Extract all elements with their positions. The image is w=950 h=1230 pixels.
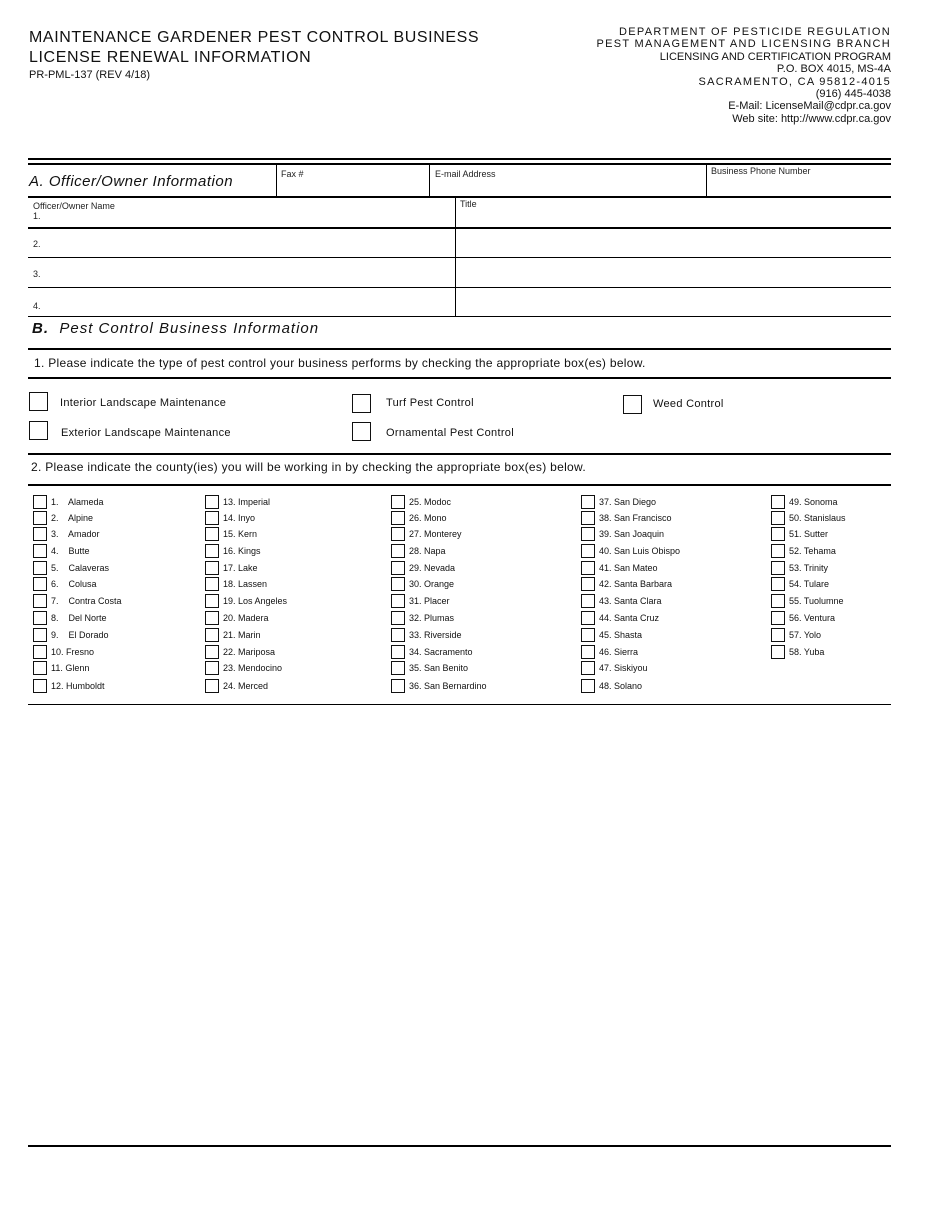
form-title-line2: LICENSE RENEWAL INFORMATION [29,49,312,66]
row-number: 1. [33,211,41,221]
county-label: 50. Stanislaus [789,513,846,523]
county-checkbox[interactable] [771,611,785,625]
county-checkbox[interactable] [391,527,405,541]
county-checkbox[interactable] [771,511,785,525]
exterior-landscape-checkbox[interactable] [29,421,48,440]
divider [28,257,891,258]
county-label: 41. San Mateo [599,563,658,573]
weed-control-checkbox[interactable] [623,395,642,414]
county-checkbox[interactable] [391,645,405,659]
county-checkbox[interactable] [581,628,595,642]
county-label: 25. Modoc [409,497,452,507]
county-label: 13. Imperial [223,497,271,507]
county-label: 47. Siskiyou [599,663,648,673]
county-checkbox[interactable] [391,577,405,591]
dept-email: E-Mail: LicenseMail@cdpr.ca.gov [728,100,891,113]
dept-website: Web site: http://www.cdpr.ca.gov [732,112,891,125]
county-checkbox[interactable] [33,544,47,558]
county-checkbox[interactable] [33,527,47,541]
county-label: 46. Sierra [599,647,639,657]
county-label: 17. Lake [223,563,258,573]
county-checkbox[interactable] [581,561,595,575]
county-label: 31. Placer [409,596,450,606]
county-checkbox[interactable] [771,561,785,575]
county-checkbox[interactable] [771,577,785,591]
county-checkbox[interactable] [581,527,595,541]
email-input[interactable] [430,180,705,195]
divider [28,287,891,288]
county-checkbox[interactable] [391,628,405,642]
county-checkbox[interactable] [771,527,785,541]
turf-pest-control-checkbox[interactable] [352,394,371,413]
county-label: 35. San Benito [409,663,469,673]
county-label: 16. Kings [223,546,261,556]
county-label: 40. San Luis Obispo [599,546,681,556]
officer-name-input-1[interactable] [44,208,452,226]
county-checkbox[interactable] [391,661,405,675]
ornamental-pest-control-label: Ornamental Pest Control [386,427,514,439]
county-checkbox[interactable] [205,495,219,509]
county-label: 15. Kern [223,529,258,539]
officer-name-input-2[interactable] [44,230,452,255]
county-label: 38. San Francisco [599,513,672,523]
officer-name-input-3[interactable] [44,260,452,285]
county-checkbox[interactable] [391,495,405,509]
county-checkbox[interactable] [581,577,595,591]
county-checkbox[interactable] [205,527,219,541]
county-label: 37. San Diego [599,497,657,507]
county-label: 45. Shasta [599,630,643,640]
email-label: E-mail Address [435,169,496,179]
county-checkbox[interactable] [581,511,595,525]
county-label: 58. Yuba [789,647,825,657]
county-label: 27. Monterey [409,529,462,539]
exterior-landscape-label: Exterior Landscape Maintenance [61,427,231,439]
county-label: 5. Calaveras [51,563,110,573]
business-phone-input[interactable] [707,178,890,195]
county-label: 56. Ventura [789,613,836,623]
form-title-line1: MAINTENANCE GARDENER PEST CONTROL BUSINESS [29,29,480,46]
county-label: 11. Glenn [51,663,90,673]
footer-rule [28,1145,891,1147]
fax-input[interactable] [277,180,428,195]
county-label: 33. Riverside [409,630,462,640]
divider [28,196,891,198]
divider [28,453,891,455]
divider [28,227,891,229]
county-label: 4. Butte [51,546,90,556]
county-checkbox[interactable] [771,628,785,642]
county-checkbox[interactable] [771,544,785,558]
county-label: 42. Santa Barbara [599,579,673,589]
county-checkbox[interactable] [205,679,219,693]
dept-line: PEST MANAGEMENT AND LICENSING BRANCH [596,38,891,51]
officer-title-input-1[interactable] [459,208,889,226]
county-label: 14. Inyo [223,513,256,523]
county-checkbox[interactable] [205,561,219,575]
section-b-title [32,320,319,337]
county-label: 51. Sutter [789,529,829,539]
county-label: 21. Marin [223,630,261,640]
business-phone-label: Business Phone Number [711,166,811,176]
divider [28,484,891,486]
divider [28,163,891,165]
county-checkbox[interactable] [33,661,47,675]
officer-name-input-4[interactable] [44,290,452,315]
section-b-title-text: Pest Control Business Information [59,320,320,337]
county-checkbox[interactable] [33,594,47,608]
county-checkbox[interactable] [391,611,405,625]
department-address-block [596,26,891,125]
officer-title-input-2[interactable] [459,230,889,255]
county-checkbox[interactable] [33,561,47,575]
section-a-title: A. Officer/Owner Information [29,173,234,190]
county-checkbox[interactable] [771,594,785,608]
county-label: 30. Orange [409,579,455,589]
county-label: 1. Alameda [51,497,104,507]
county-checkbox[interactable] [33,679,47,693]
county-checkbox[interactable] [581,594,595,608]
dept-line: P.O. BOX 4015, MS-4A [776,63,891,76]
county-label: 23. Mendocino [223,663,283,673]
county-label: 24. Merced [223,681,269,691]
county-label: 53. Trinity [789,563,829,573]
county-checkbox[interactable] [391,594,405,608]
county-label: 18. Lassen [223,579,268,589]
weed-control-label: Weed Control [653,398,724,410]
county-label: 19. Los Angeles [223,596,288,606]
county-label: 32. Plumas [409,613,455,623]
county-checkbox[interactable] [581,661,595,675]
county-checkbox[interactable] [205,611,219,625]
dept-line: SACRAMENTO, CA 95812-4015 [698,75,891,88]
county-label: 2. Alpine [51,513,94,523]
county-label: 8. Del Norte [51,613,107,623]
county-checkbox[interactable] [581,611,595,625]
county-checkbox[interactable] [771,645,785,659]
turf-pest-control-label: Turf Pest Control [386,397,474,409]
dept-line: (916) 445-4038 [815,88,891,101]
section-b-letter: B. [32,320,49,337]
question-2: 2. Please indicate the county(ies) you will be working in by checking the appropriate box(es) below. [31,460,586,474]
county-checkbox[interactable] [205,661,219,675]
county-checkbox[interactable] [33,511,47,525]
county-checkbox[interactable] [33,628,47,642]
form-number: PR-PML-137 (REV 4/18) [29,69,151,81]
county-checkbox[interactable] [391,561,405,575]
county-label: 57. Yolo [789,630,822,640]
county-checkbox[interactable] [33,577,47,591]
county-checkbox[interactable] [205,511,219,525]
officer-title-label: Title [460,199,477,209]
county-label: 12. Humboldt [51,681,105,691]
dept-line: LICENSING AND CERTIFICATION PROGRAM [659,50,891,63]
county-label: 3. Amador [51,529,100,539]
county-label: 9. El Dorado [51,630,109,640]
county-checkbox[interactable] [33,495,47,509]
dept-line: DEPARTMENT OF PESTICIDE REGULATION [619,26,891,38]
county-label: 54. Tulare [789,579,830,589]
county-checkbox[interactable] [581,679,595,693]
officer-name-label: Officer/Owner Name [33,201,115,211]
divider [28,704,891,705]
county-label: 55. Tuolumne [789,596,844,606]
county-label: 43. Santa Clara [599,596,662,606]
county-checkbox[interactable] [205,628,219,642]
divider [28,348,891,350]
county-label: 39. San Joaquin [599,529,665,539]
row-number: 4. [33,301,41,311]
county-checkbox[interactable] [205,544,219,558]
question-1: 1. Please indicate the type of pest control your business performs by checking the appropriate box(es) below. [34,356,646,370]
officer-title-input-4[interactable] [459,290,889,315]
county-checkbox[interactable] [391,544,405,558]
row-number: 3. [33,269,41,279]
officer-title-input-3[interactable] [459,260,889,285]
county-checkbox[interactable] [581,495,595,509]
county-label: 36. San Bernardino [409,681,487,691]
county-checkbox[interactable] [581,544,595,558]
county-label: 29. Nevada [409,563,456,573]
row-number: 2. [33,239,41,249]
ornamental-pest-control-checkbox[interactable] [352,422,371,441]
interior-landscape-checkbox[interactable] [29,392,48,411]
county-label: 44. Santa Cruz [599,613,660,623]
county-checkbox[interactable] [33,611,47,625]
county-label: 48. Solano [599,681,643,691]
county-label: 10. Fresno [51,647,95,657]
county-checkbox[interactable] [205,594,219,608]
county-label: 6. Colusa [51,579,97,589]
divider [28,377,891,379]
county-label: 28. Napa [409,546,446,556]
county-label: 20. Madera [223,613,269,623]
county-checkbox[interactable] [771,495,785,509]
county-label: 22. Mariposa [223,647,276,657]
county-label: 26. Mono [409,513,447,523]
county-checkbox[interactable] [581,645,595,659]
divider [28,158,891,160]
fax-label: Fax # [281,169,304,179]
divider [28,316,891,317]
county-label: 49. Sonoma [789,497,838,507]
county-label: 52. Tehama [789,546,836,556]
county-label: 7. Contra Costa [51,596,122,606]
county-checkbox[interactable] [205,577,219,591]
county-checkbox[interactable] [33,645,47,659]
county-checkbox[interactable] [205,645,219,659]
interior-landscape-label: Interior Landscape Maintenance [60,397,227,409]
county-checkbox[interactable] [391,679,405,693]
county-label: 34. Sacramento [409,647,473,657]
county-checkbox[interactable] [391,511,405,525]
